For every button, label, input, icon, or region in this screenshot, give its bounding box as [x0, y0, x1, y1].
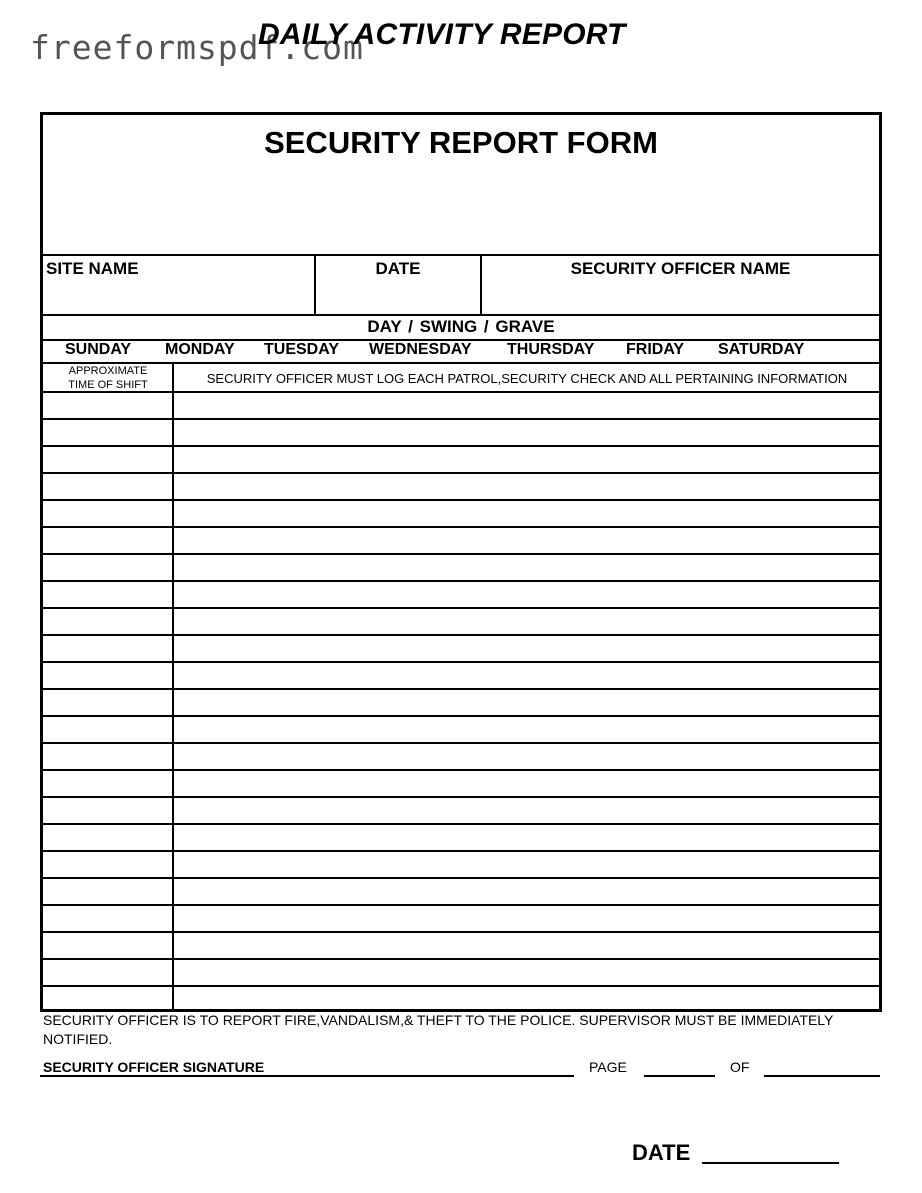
bottom-date-label: DATE [632, 1140, 691, 1165]
log-entry-cell[interactable] [174, 825, 879, 850]
log-entry-cell[interactable] [174, 528, 879, 553]
time-cell[interactable] [43, 798, 172, 823]
signature-line[interactable] [40, 1075, 574, 1077]
log-entry-cell[interactable] [174, 798, 879, 823]
shift-options[interactable]: DAY / SWING / GRAVE [367, 317, 555, 336]
log-entry-cell[interactable] [174, 609, 879, 634]
log-entry-cell[interactable] [174, 933, 879, 958]
security-report-form [40, 112, 882, 1012]
page-label: PAGE [589, 1059, 627, 1075]
time-cell[interactable] [43, 690, 172, 715]
log-entry-cell[interactable] [174, 987, 879, 1012]
time-cell[interactable] [43, 771, 172, 796]
time-cell[interactable] [43, 960, 172, 985]
day-sunday[interactable]: SUNDAY [65, 341, 132, 358]
time-cell[interactable] [43, 609, 172, 634]
log-entry-cell[interactable] [174, 555, 879, 580]
day-wednesday[interactable]: WEDNESDAY [369, 341, 472, 358]
log-entry-cell[interactable] [174, 879, 879, 904]
log-entry-cell[interactable] [174, 771, 879, 796]
time-cell[interactable] [43, 474, 172, 499]
day-saturday[interactable]: SATURDAY [718, 341, 805, 358]
time-cell[interactable] [43, 636, 172, 661]
log-entry-cell[interactable] [174, 420, 879, 445]
officer-name-label: SECURITY OFFICER NAME [570, 259, 791, 278]
site-name-label: SITE NAME [46, 259, 139, 278]
time-column-header-line2: TIME OF SHIFT [68, 379, 148, 391]
log-entry-cell[interactable] [174, 393, 879, 418]
time-cell[interactable] [43, 852, 172, 877]
log-entry-cell[interactable] [174, 636, 879, 661]
log-entry-cell[interactable] [174, 582, 879, 607]
day-tuesday[interactable]: TUESDAY [264, 341, 339, 358]
time-cell[interactable] [43, 501, 172, 526]
of-label: OF [730, 1059, 750, 1075]
day-monday[interactable]: MONDAY [165, 341, 235, 358]
log-entry-cell[interactable] [174, 690, 879, 715]
report-notice: SECURITY OFFICER IS TO REPORT FIRE,VANDALISM,& THEFT TO THE POLICE. SUPERVISOR MUST BE IMMEDIATELY NOTIFIED. [43, 1012, 834, 1047]
time-cell[interactable] [43, 933, 172, 958]
time-cell[interactable] [43, 879, 172, 904]
time-cell[interactable] [43, 987, 172, 1012]
time-cell[interactable] [43, 825, 172, 850]
log-entry-cell[interactable] [174, 906, 879, 931]
time-cell[interactable] [43, 393, 172, 418]
bottom-date-field[interactable] [702, 1162, 839, 1164]
signature-label: SECURITY OFFICER SIGNATURE [43, 1059, 265, 1075]
time-column-header-line1: APPROXIMATE [68, 365, 148, 377]
log-entry-cell[interactable] [174, 744, 879, 769]
log-entry-cell[interactable] [174, 474, 879, 499]
time-cell[interactable] [43, 420, 172, 445]
day-friday[interactable]: FRIDAY [626, 341, 685, 358]
time-cell[interactable] [43, 663, 172, 688]
log-entry-cell[interactable] [174, 960, 879, 985]
log-column-header: SECURITY OFFICER MUST LOG EACH PATROL,SECURITY CHECK AND ALL PERTAINING INFORMATION [206, 371, 848, 386]
log-entry-cell[interactable] [174, 663, 879, 688]
time-cell[interactable] [43, 555, 172, 580]
time-cell[interactable] [43, 582, 172, 607]
time-cell[interactable] [43, 744, 172, 769]
divider [43, 314, 879, 316]
time-cell[interactable] [43, 717, 172, 742]
log-entry-cell[interactable] [174, 717, 879, 742]
time-cell[interactable] [43, 447, 172, 472]
time-column-header [43, 364, 173, 392]
date-label: DATE [375, 259, 421, 278]
total-pages-field[interactable] [764, 1075, 880, 1077]
time-cell[interactable] [43, 528, 172, 553]
document-title: DAILY ACTIVITY REPORT [258, 18, 626, 51]
log-entry-cell[interactable] [174, 852, 879, 877]
day-thursday[interactable]: THURSDAY [507, 341, 595, 358]
time-cell[interactable] [43, 906, 172, 931]
watermark: freeformspdf.com [30, 28, 364, 67]
log-entry-cell[interactable] [174, 501, 879, 526]
log-entry-cell[interactable] [174, 447, 879, 472]
page-number-field[interactable] [644, 1075, 715, 1077]
form-title: SECURITY REPORT FORM [264, 125, 658, 160]
